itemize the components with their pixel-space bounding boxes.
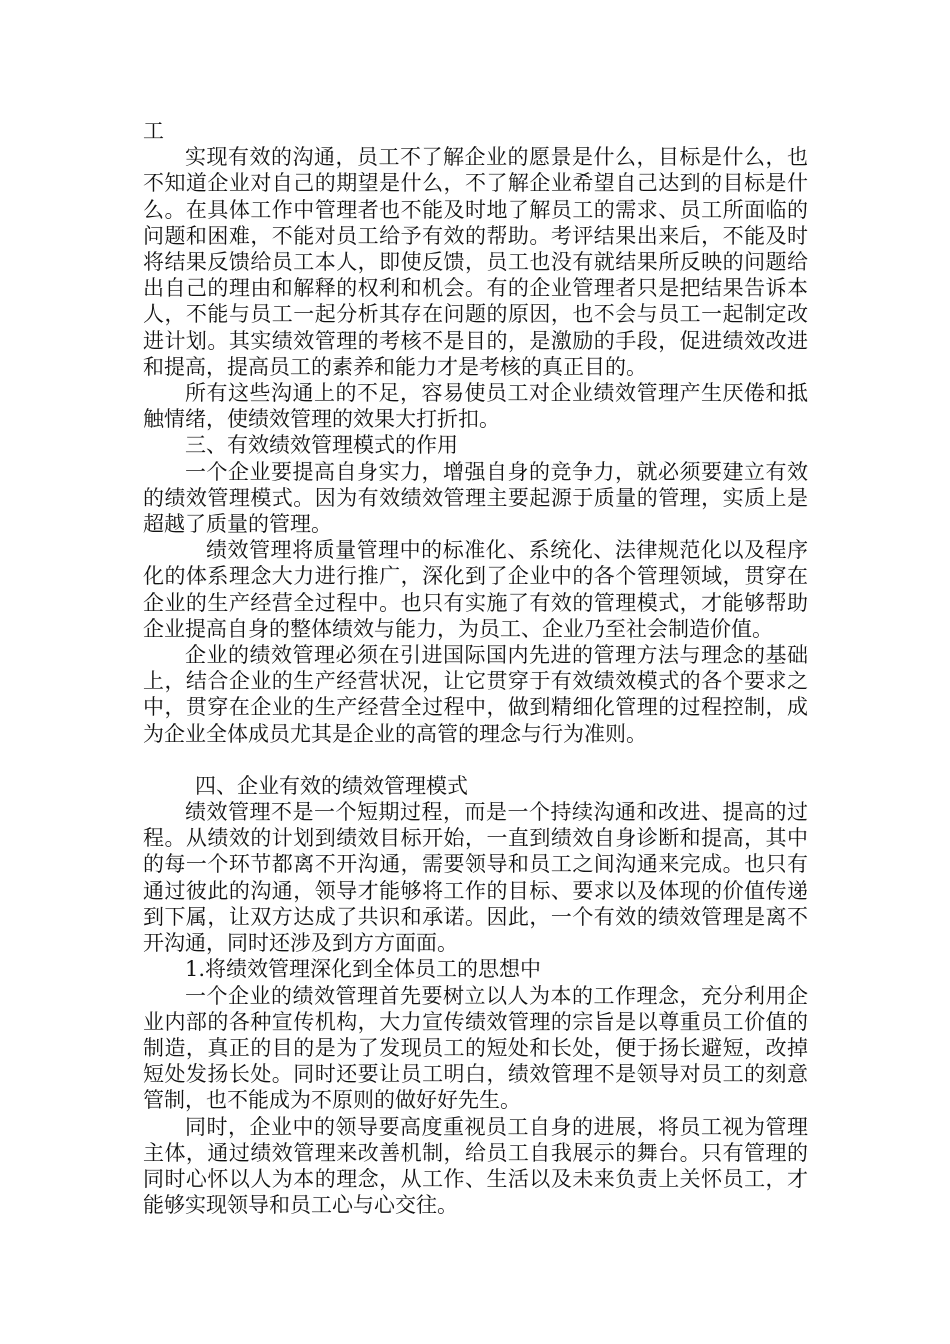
paragraph-continuous-communication: 绩效管理不是一个短期过程，而是一个持续沟通和改进、提高的过程。从绩效的计划到绩效目标开始，一直到绩效自身诊断和提高，其中的每一个环节都离不开沟通，需要领导和员工之间沟通来完成。也只有通过彼此的沟通，领导才能够将工作的目标、要求以及体现的价值传递到下属，让双方达成了共识和承诺。因此，一个有效的绩效管理是离不开沟通，同时还涉及到方方面面。 bbox=[143, 800, 808, 956]
sub-heading-1: 1.将绩效管理深化到全体员工的思想中 bbox=[185, 957, 542, 982]
paragraph-shortcomings: 所有这些沟通上的不足，容易使员工对企业绩效管理产生厌倦和抵触情绪，使绩效管理的效果大打折扣。 bbox=[143, 381, 808, 432]
paragraph-communication: 实现有效的沟通，员工不了解企业的愿景是什么，目标是什么，也不知道企业对自己的期望是什么，不了解企业希望自己达到的目标是什么。在具体工作中管理者也不能及时地了解员工的需求、员工所面临的问题和困难，不能对员工给予有效的帮助。考评结果出来后，不能及时将结果反馈给员工本人，即使反馈，员工也没有就结果所反映的问题给出自己的理由和解释的权利和机会。有的企业管理者只是把结果告诉本人，不能与员工一起分析其存在问题的原因，也不会与员工一起制定改进计划。其实绩效管理的考核不是目的，是激励的手段，促进绩效改进和提高，提高员工的素养和能力才是考核的真正目的。 bbox=[143, 145, 808, 379]
paragraph-competitiveness: 一个企业要提高自身实力，增强自身的竞争力，就必须要建立有效的绩效管理模式。因为有效绩效管理主要起源于质量的管理，实质上是超越了质量的管理。 bbox=[143, 459, 808, 537]
section-heading-3: 三、有效绩效管理模式的作用 bbox=[185, 433, 458, 458]
paragraph-international-methods: 企业的绩效管理必须在引进国际国内先进的管理方法与理念的基础上，结合企业的生产经营状况，让它贯穿于有效绩效模式的各个要求之中，贯穿在企业的生产经营全过程中，做到精细化管理的过程控制，成为企业全体成员尤其是企业的高管的理念与行为准则。 bbox=[143, 643, 808, 746]
paragraph-quality-management: 绩效管理将质量管理中的标准化、系统化、法律规范化以及程序化的体系理念大力进行推广，深化到了企业中的各个管理领域，贯穿在企业的生产经营全过程中。也只有实施了有效的管理模式，才能够帮助企业提高自身的整体绩效与能力，为员工、企业乃至社会制造价值。 bbox=[143, 538, 808, 641]
paragraph-people-oriented: 一个企业的绩效管理首先要树立以人为本的工作理念，充分利用企业内部的各种宣传机构，大力宣传绩效管理的宗旨是以尊重员工价值的制造，真正的目的是为了发现员工的短处和长处，便于扬长避短，改掉短处发扬长处。同时还要让员工明白，绩效管理不是领导对员工的刻意管制，也不能成为不原则的做好好先生。 bbox=[143, 983, 808, 1113]
document-body bbox=[143, 118, 808, 1218]
paragraph-leadership: 同时，企业中的领导要高度重视员工自身的进展，将员工视为管理主体，通过绩效管理来改善机制，给员工自我展示的舞台。只有管理的同时心怀以人为本的理念，从工作、生活以及未来负责上关怀员工，才能够实现领导和员工心与心交往。 bbox=[143, 1114, 808, 1218]
continuation-line: 工 bbox=[143, 119, 164, 143]
blank-line bbox=[143, 747, 808, 773]
section-heading-4: 四、企业有效的绩效管理模式 bbox=[195, 773, 468, 798]
